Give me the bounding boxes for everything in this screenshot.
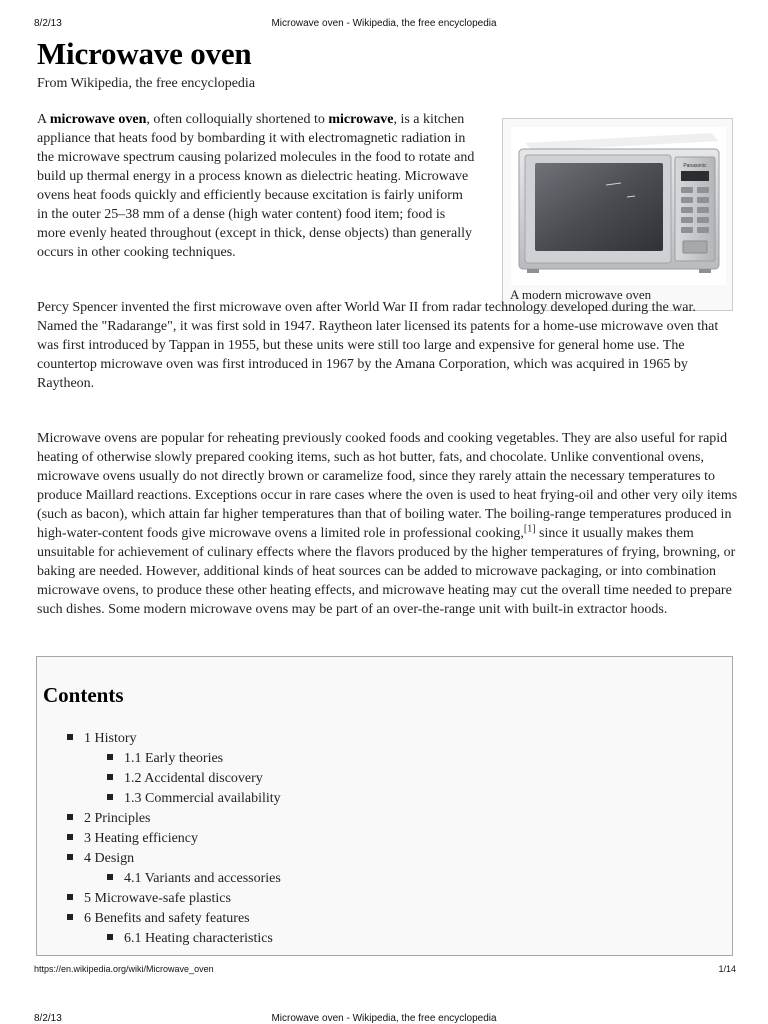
toc-item-design[interactable]: 4 Design xyxy=(67,851,134,867)
toc-item-history[interactable]: 1 History xyxy=(67,731,137,747)
toc-item-early-theories[interactable]: 1.1 Early theories xyxy=(107,751,223,767)
history-paragraph: Percy Spencer invented the first microwave oven after World War II from radar technology developed during the war. Named the "Radarange", it was first sold in 1947. Raytheon later licensed its patents for a home-use microwave oven that was first introduced by Tappan in 1955, but these units were still too large and expensive for general home use. The countertop microwave oven was first introduced in 1967 by the Amana Corporation, which was acquired in 1965 by Raytheon. xyxy=(37,300,719,391)
toc-item-variants-accessories[interactable]: 4.1 Variants and accessories xyxy=(107,871,281,887)
bullet-icon xyxy=(67,894,73,900)
term-microwave: microwave xyxy=(328,112,394,127)
bullet-icon xyxy=(107,794,113,800)
page-title: Microwave oven xyxy=(37,36,252,71)
intro-paragraph: A microwave oven, often colloquially shortened to microwave, is a kitchen appliance that heats food by bombarding it with electromagnetic radiation in the microwave spectrum causing polarized molecules in the food to rotate and build up thermal energy in a process known as dielectric heating. Microwave ovens heat foods quickly and efficiently because excitation is fairly uniform in the outer 25–38 mm of a dense (high water content) food item; food is more evenly heated throughout (except in thick, dense objects) than generally occurs in other cooking techniques. xyxy=(37,112,475,260)
microwave-image[interactable] xyxy=(511,127,726,285)
print-footer xyxy=(0,964,768,978)
toc-item-benefits-safety[interactable]: 6 Benefits and safety features xyxy=(67,911,250,927)
page-subtitle: From Wikipedia, the free encyclopedia xyxy=(37,76,256,91)
toc-item-commercial-availability[interactable]: 1.3 Commercial availability xyxy=(107,791,281,807)
toc-item-principles[interactable]: 2 Principles xyxy=(67,811,151,827)
print-date: 8/2/13 xyxy=(34,18,62,29)
toc-title: Contents xyxy=(43,683,124,707)
bullet-icon xyxy=(107,774,113,780)
microwave-oven-image xyxy=(511,127,726,285)
next-page-header xyxy=(0,1013,768,1024)
bullet-icon xyxy=(67,834,73,840)
bullet-icon xyxy=(107,934,113,940)
print-page-title: Microwave oven - Wikipedia, the free encyclopedia xyxy=(271,18,497,29)
bullet-icon xyxy=(67,734,73,740)
toc-item-heating-characteristics[interactable]: 6.1 Heating characteristics xyxy=(107,931,273,947)
table-of-contents xyxy=(36,656,733,956)
bullet-icon xyxy=(107,754,113,760)
next-print-date: 8/2/13 xyxy=(34,1013,62,1024)
bullet-icon xyxy=(67,854,73,860)
bullet-icon xyxy=(67,914,73,920)
usage-paragraph: Microwave ovens are popular for reheating previously cooked foods and cooking vegetables. They are also useful for rapid heating of otherwise slowly prepared cooking items, such as hot butter, fats, and chocolate. Unlike conventional ovens, microwave ovens usually do not directly brown or caramelize food, since they rarely attain the necessary temperatures to produce Maillard reactions. Exceptions occur in rare cases where the oven is used to heat frying-oil and other very oily items (such as bacon), which attain far higher temperatures than that of boiling water. The boiling-range temperatures produced in high-water-content foods give microwave ovens a limited role in professional cooking,[1] since it usually makes them unsuitable for achievement of culinary effects where the flavors produced by the higher temperatures of frying, browning, or baking are needed. However, additional kinds of heat sources can be added to microwave packaging, or into combination microwave ovens, to produce these other heating effects, and microwave heating may cut the overall time needed to prepare such dishes. Some modern microwave ovens may be part of an over-the-range unit with built-in extractor hoods. xyxy=(37,431,738,617)
page-number: 1/14 xyxy=(718,964,736,974)
brand-label: Panasonic xyxy=(683,163,707,169)
toc-item-heating-efficiency[interactable]: 3 Heating efficiency xyxy=(67,831,198,847)
toc-item-accidental-discovery[interactable]: 1.2 Accidental discovery xyxy=(107,771,263,787)
print-header xyxy=(0,18,768,32)
bullet-icon xyxy=(107,874,113,880)
next-print-page-title: Microwave oven - Wikipedia, the free encyclopedia xyxy=(271,1013,497,1024)
bullet-icon xyxy=(67,814,73,820)
reference-link[interactable]: [1] xyxy=(523,523,536,535)
page-url: https://en.wikipedia.org/wiki/Microwave_oven xyxy=(34,964,214,974)
toc-item-microwave-safe-plastics[interactable]: 5 Microwave-safe plastics xyxy=(67,891,231,907)
image-caption: A modern microwave oven xyxy=(510,287,652,302)
infobox-image xyxy=(502,118,733,311)
term-microwave-oven: microwave oven xyxy=(49,112,147,127)
